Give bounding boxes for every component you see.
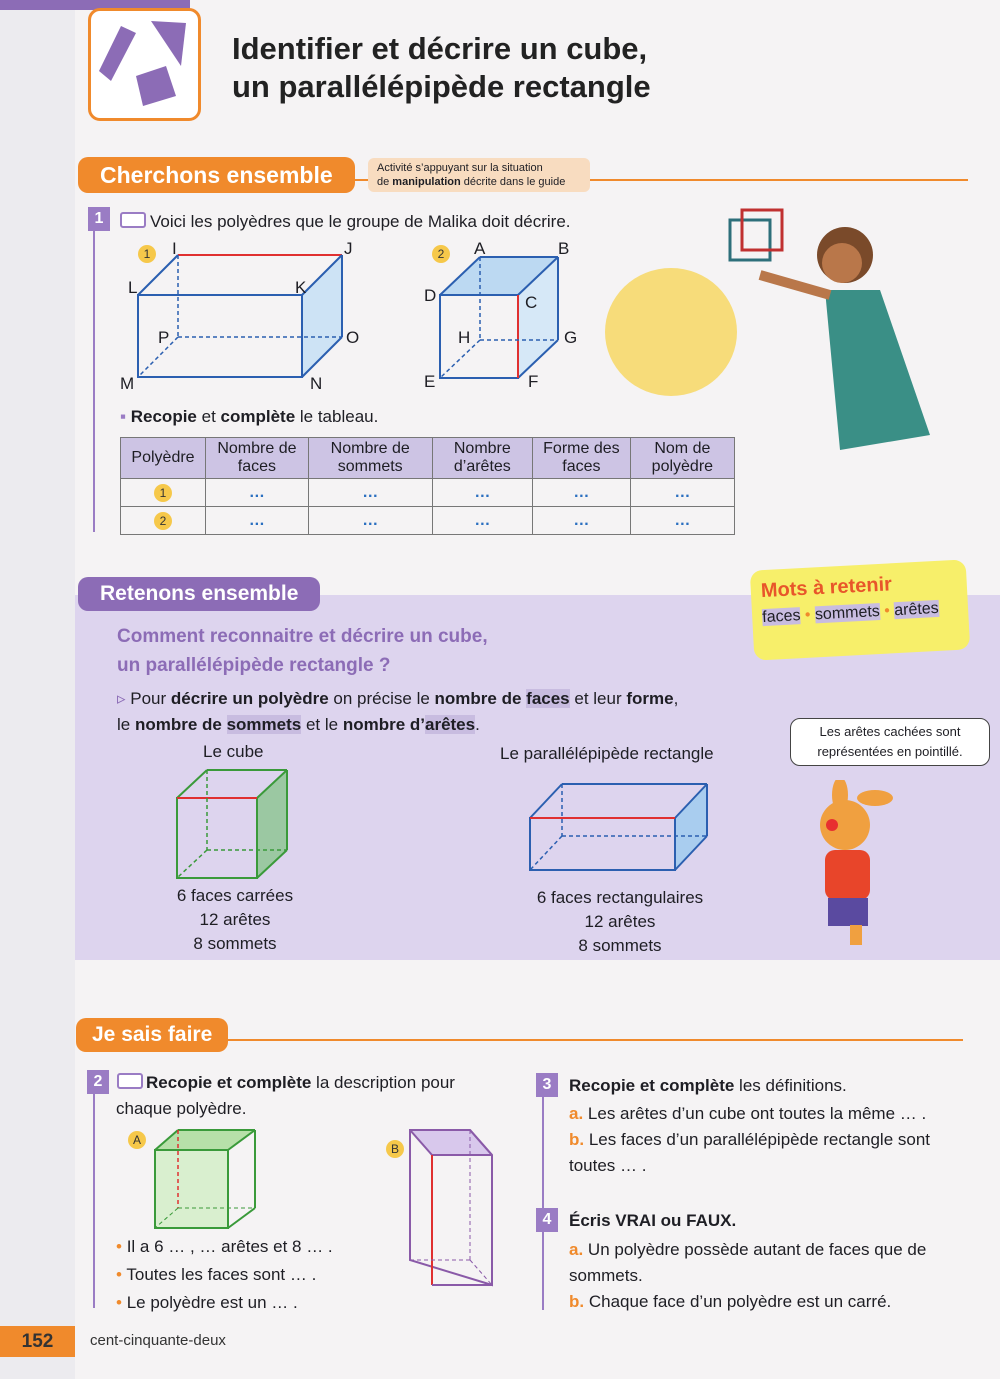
chapter-logo xyxy=(88,8,201,121)
table-cell: … xyxy=(432,479,532,507)
column-header: Nombre d’arêtes xyxy=(432,438,532,479)
section-divider xyxy=(200,1039,963,1041)
vertex-label: H xyxy=(458,328,471,347)
exercise-2-badge: 2 xyxy=(87,1070,109,1094)
vertex-label: N xyxy=(310,374,323,393)
cube-a-figure xyxy=(150,1125,260,1235)
bullet-item: Il a 6 … , … arêtes et 8 … . xyxy=(126,1237,333,1256)
column-header: Nom de polyèdre xyxy=(630,438,734,479)
section-retenons: Retenons ensemble xyxy=(78,577,320,611)
figure-a-label: A xyxy=(128,1131,146,1149)
page-number-words: cent-cinquante-deux xyxy=(90,1332,226,1349)
figure-1-number: 1 xyxy=(138,245,156,263)
cuboid-description: 6 faces rectangulaires 12 arêtes 8 sommets xyxy=(536,888,704,955)
row-number: 1 xyxy=(154,484,172,502)
vertex-label: K xyxy=(295,278,307,297)
page-margin xyxy=(0,0,75,1379)
key-word: faces xyxy=(761,607,801,627)
cube-diagram xyxy=(170,765,295,883)
table-row xyxy=(121,479,735,507)
vertex-label: E xyxy=(424,372,436,391)
exercise-2-bullets: • Il a 6 … , … arêtes et 8 … . • Toutes les faces sont … . • Le polyèdre est un … . xyxy=(116,1237,333,1312)
vertex-label: F xyxy=(528,372,539,391)
retenons-question: Comment reconnaitre et décrire un cube, un parallélépipède rectangle ? xyxy=(117,626,488,676)
activity-note: Activité s’appuyant sur la situation de manipulation décrite dans le guide xyxy=(368,158,590,192)
vertex-label: L xyxy=(128,278,138,297)
cube-title: Le cube xyxy=(203,742,264,761)
ruler-icon xyxy=(120,212,146,228)
exercise-rule xyxy=(93,1090,95,1308)
table-cell: … xyxy=(630,507,734,535)
vertex-label: P xyxy=(158,328,170,347)
vertex-label: O xyxy=(346,328,360,347)
bullet-item: Le polyèdre est un … . xyxy=(126,1293,298,1312)
cuboid-b-figure xyxy=(405,1125,497,1290)
exercise-rule xyxy=(542,1095,544,1310)
row-number: 2 xyxy=(154,512,172,530)
table-cell: … xyxy=(630,479,734,507)
table-cell: … xyxy=(533,479,631,507)
vertex-label: J xyxy=(344,239,353,258)
table-cell: … xyxy=(533,507,631,535)
table-cell: … xyxy=(206,507,309,535)
exercise-4-badge: 4 xyxy=(536,1208,558,1232)
vertex-label: M xyxy=(120,374,135,393)
table-cell: … xyxy=(206,479,309,507)
exercise-3: Recopie et complète les définitions. a. Les arêtes d’un cube ont toutes la même … . b. Les faces d’un parallélépipède rectangle sont toutes … . xyxy=(569,1076,931,1175)
key-word: sommets xyxy=(814,602,881,624)
rabbit-illustration xyxy=(810,780,900,950)
exercise-1-text: Voici les polyèdres que le groupe de Malika doit décrire. xyxy=(150,212,571,231)
table-cell: … xyxy=(432,507,532,535)
vertex-label: D xyxy=(424,286,437,305)
table-cell: … xyxy=(308,507,432,535)
vertex-label: C xyxy=(525,293,538,312)
vertex-label: A xyxy=(474,239,486,258)
cube-figure-2 xyxy=(430,245,570,390)
key-word: arêtes xyxy=(893,599,940,620)
exercise-1-badge: 1 xyxy=(88,207,110,231)
vertex-label: G xyxy=(564,328,578,347)
bullet-item: Toutes les faces sont … . xyxy=(126,1265,317,1284)
column-header: Nombre de sommets xyxy=(308,438,432,479)
table-instruction: ▪ Recopie et complète le tableau. xyxy=(120,407,379,426)
girl-illustration xyxy=(720,205,970,460)
table-cell: … xyxy=(308,479,432,507)
materials-illustration xyxy=(605,268,737,396)
vertex-label: B xyxy=(558,239,570,258)
column-header: Forme des faces xyxy=(533,438,631,479)
exercise-3-badge: 3 xyxy=(536,1073,558,1097)
cuboid-title: Le parallélépipède rectangle xyxy=(500,744,714,763)
speech-bubble: Les arêtes cachées sont représentées en pointillé. xyxy=(790,718,990,766)
cuboid-figure-1 xyxy=(120,235,370,395)
vertex-label: I xyxy=(172,239,177,258)
key-words-box: Mots à retenir faces • sommets • arêtes xyxy=(750,559,970,660)
page-title: Identifier et décrire un cube, un parallélépipède rectangle xyxy=(232,31,651,104)
figure-b-label: B xyxy=(386,1140,404,1158)
retenons-paragraph: ▹ Pour décrire un polyèdre on précise le nombre de faces et leur forme, le nombre de sommets et le nombre d’arêtes. xyxy=(117,689,679,734)
table-row xyxy=(121,507,735,535)
section-je-sais-faire: Je sais faire xyxy=(76,1018,228,1052)
exercise-4: Écris VRAI ou FAUX. a. Un polyèdre possède autant de faces que de sommets. b. Chaque face d’un polyèdre est un carré. xyxy=(569,1211,927,1311)
exercise-2-text: Recopie et complète la description pour chaque polyèdre. xyxy=(116,1073,455,1118)
exercise-rule xyxy=(93,230,95,532)
key-words-title: Mots à retenir xyxy=(760,573,893,603)
cuboid-diagram xyxy=(525,778,715,873)
table-header-row xyxy=(121,438,735,479)
section-cherchons: Cherchons ensemble xyxy=(78,157,355,193)
column-header: Polyèdre xyxy=(121,438,206,479)
figure-2-number: 2 xyxy=(432,245,450,263)
page-number: 152 xyxy=(0,1326,75,1357)
polyhedra-table xyxy=(120,437,735,535)
column-header: Nombre de faces xyxy=(206,438,309,479)
cube-description: 6 faces carrées 12 arêtes 8 sommets xyxy=(176,886,294,953)
